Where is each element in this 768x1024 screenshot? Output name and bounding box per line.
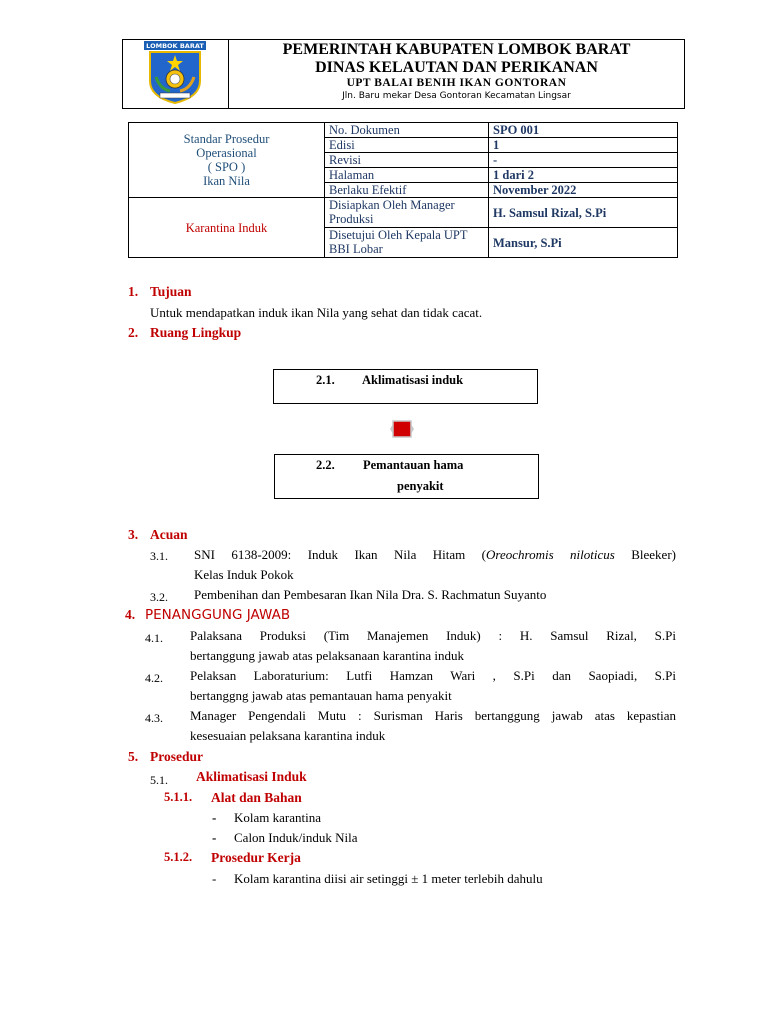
value-edisi: 1 (489, 138, 678, 153)
letterhead (122, 39, 685, 109)
value-no-dokumen: SPO 001 (489, 123, 678, 138)
label-halaman: Halaman (325, 168, 489, 183)
topic-cell: Karantina Induk (129, 198, 325, 258)
label-disetujui: Disetujui Oleh Kepala UPT BBI Lobar (325, 228, 489, 258)
spo-title-line: Standar Prosedur (183, 132, 270, 146)
list-item: Kolam karantina diisi air setinggi ± 1 meter terlebih dahulu (234, 871, 543, 886)
item-4-2-number: 4.2. (145, 671, 163, 685)
address: Jln. Baru mekar Desa Gontoran Kecamatan Lingsar (342, 91, 571, 101)
item-4-2-text: Pelaksan Laboraturium: Lutfi Hamzan Wari , S.Pi dan Saopiadi, S.Pi (190, 668, 676, 683)
spo-title-line: ( SPO ) (207, 160, 246, 174)
item-5-1-2-number: 5.1.2. (164, 850, 193, 864)
spo-title-line: Ikan Nila (203, 174, 250, 188)
item-5-1-title: Aklimatisasi Induk (196, 769, 307, 784)
scope-box-2-text: Pemantauan hama (363, 458, 464, 472)
value-berlaku-efektif: November 2022 (489, 183, 678, 198)
list-item: Calon Induk/induk Nila (234, 830, 358, 845)
spo-title-line: Operasional (196, 146, 257, 160)
agency-name: DINAS KELAUTAN DAN PERIKANAN (315, 59, 598, 76)
list-item: Kolam karantina (234, 810, 321, 825)
item-4-3-number: 4.3. (145, 711, 163, 725)
item-3-1-text-cont: Kelas Induk Pokok (194, 567, 294, 582)
scope-box-2-number: 2.2. (316, 458, 335, 472)
item-5-1-1-number: 5.1.1. (164, 790, 193, 804)
section-2-number: 2. (128, 325, 139, 340)
scope-box-1 (273, 369, 538, 404)
value-disetujui: Mansur, S.Pi (489, 228, 678, 258)
value-halaman: 1 dari 2 (489, 168, 678, 183)
label-revisi: Revisi (325, 153, 489, 168)
bullet-dash: - (212, 871, 217, 886)
item-3-1-text-a: SNI 6138-2009: Induk Ikan Nila Hitam ( (194, 547, 486, 562)
item-3-2-number: 3.2. (150, 590, 168, 604)
scope-box-1-text: Aklimatisasi induk (362, 373, 464, 387)
item-3-1-number: 3.1. (150, 549, 168, 563)
scope-box-2-text-cont: penyakit (397, 479, 444, 493)
bullet-dash: - (212, 810, 217, 825)
item-5-1-1-title: Alat dan Bahan (211, 790, 302, 805)
label-edisi: Edisi (325, 138, 489, 153)
section-4-number: 4. (125, 607, 136, 622)
spo-title-cell (129, 123, 325, 198)
item-5-1-number: 5.1. (150, 773, 168, 787)
scope-box-2 (274, 454, 539, 499)
section-1-text: Untuk mendapatkan induk ikan Nila yang sehat dan tidak cacat. (150, 305, 483, 320)
down-arrow-icon (390, 420, 414, 438)
item-5-1-2-title: Prosedur Kerja (211, 850, 301, 865)
unit-name: UPT BALAI BENIH IKAN GONTORAN (346, 77, 567, 89)
item-4-1-text-cont: bertanggung jawab atas pelaksanaan karantina induk (190, 648, 464, 663)
item-4-1-number: 4.1. (145, 631, 163, 645)
label-no-dokumen: No. Dokumen (325, 123, 489, 138)
value-disiapkan: H. Samsul Rizal, S.Pi (489, 198, 678, 228)
item-4-2-text-cont: bertanggng jawab atas pemantauan hama penyakit (190, 688, 452, 703)
scope-box-1-number: 2.1. (316, 373, 335, 387)
label-berlaku-efektif: Berlaku Efektif (325, 183, 489, 198)
item-4-3-text: Manager Pengendali Mutu : Surisman Haris bertanggung jawab atas kepastian (190, 708, 676, 723)
section-1-number: 1. (128, 284, 139, 299)
bullet-dash: - (212, 830, 217, 845)
document-info-table (128, 122, 678, 258)
government-name: PEMERINTAH KABUPATEN LOMBOK BARAT (282, 41, 631, 58)
item-3-1-text-b: Bleeker) (614, 547, 676, 562)
section-5-number: 5. (128, 749, 139, 764)
item-4-1-text: Palaksana Produksi (Tim Manajemen Induk) : H. Samsul Rizal, S.Pi (190, 628, 676, 643)
value-revisi: - (489, 153, 678, 168)
section-1-title: Tujuan (150, 284, 192, 299)
item-4-3-text-cont: kesesuaian pelaksana karantina induk (190, 728, 386, 743)
item-3-2-text: Pembenihan dan Pembesaran Ikan Nila Dra. S. Rachmatun Suyanto (194, 587, 547, 602)
section-5-title: Prosedur (150, 749, 203, 764)
section-4-title: PENANGGUNG JAWAB (145, 607, 291, 623)
lombok-barat-emblem-icon (144, 41, 206, 104)
label-disiapkan: Disiapkan Oleh Manager Produksi (325, 198, 489, 228)
section-3-number: 3. (128, 527, 139, 542)
item-3-1-text (194, 545, 676, 565)
item-3-1-species: Oreochromis niloticus (485, 547, 615, 562)
section-2-title: Ruang Lingkup (150, 325, 242, 340)
letterhead-text (229, 40, 684, 108)
section-3-title: Acuan (150, 527, 188, 542)
logo-cell (123, 40, 229, 108)
logo-text: LOMBOK BARAT (146, 42, 204, 50)
